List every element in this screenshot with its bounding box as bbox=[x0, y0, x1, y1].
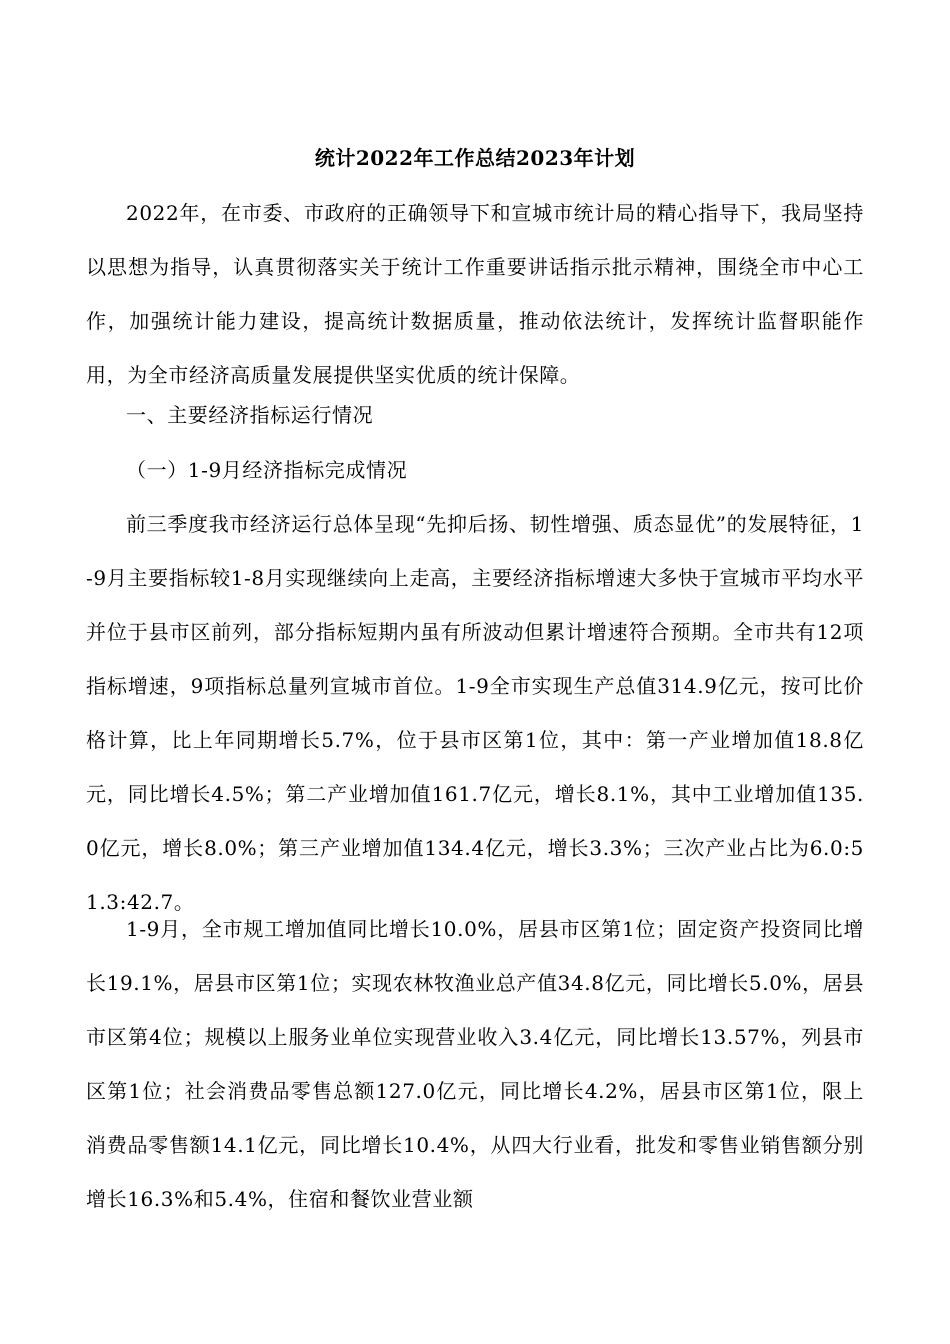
subsection-heading: （一）1-9月经济指标完成情况 bbox=[126, 458, 408, 482]
intro-paragraph: 2022年，在市委、市政府的正确领导下和宣城市统计局的精心指导下，我局坚持以思想为指导，认真贯彻落实关于统计工作重要讲话指示批示精神，围绕全市中心工作，加强统计能力建设，提高统计数据质量，推动依法统计，发挥统计监督职能作用，为全市经济高质量发展提供坚实优质的统计保障。 bbox=[86, 201, 864, 387]
document-title: 统计2022年工作总结2023年计划 bbox=[314, 146, 636, 170]
body-paragraph-1: 前三季度我市经济运行总体呈现“先抑后扬、韧性增强、质态显优”的发展特征，1-9月主要指标较1-8月实现继续向上走高，主要经济指标增速大多快于宣城市平均水平并位于县市区前列，部分指标短期内虽有所波动但累计增速符合预期。全市共有12项指标增速，9项指标总量列宣城市首位。1-9全市实现生产总值314.9亿元，按可比价格计算，比上年同期增长5.7%，位于县市区第1位，其中：第一产业增加值18.8亿元，同比增长4.5%；第二产业增加值161.7亿元，增长8.1%，其中工业增加值135.0亿元，增长8.0%；第三产业增加值134.4亿元，增长3.3%；三次产业占比为6.0:51.3:42.7。 bbox=[86, 512, 864, 914]
section-heading: 一、主要经济指标运行情况 bbox=[126, 403, 374, 427]
body-paragraph-2: 1-9月，全市规工增加值同比增长10.0%，居县市区第1位；固定资产投资同比增长19.1%，居县市区第1位；实现农林牧渔业总产值34.8亿元，同比增长5.0%，居县市区第4位；规模以上服务业单位实现营业收入3.4亿元，同比增长13.57%，列县市区第1位；社会消费品零售总额127.0亿元，同比增长4.2%，居县市区第1位，限上消费品零售额14.1亿元，同比增长10.4%，从四大行业看，批发和零售业销售额分别增长16.3%和5.4%，住宿和餐饮业营业额 bbox=[86, 917, 864, 1211]
